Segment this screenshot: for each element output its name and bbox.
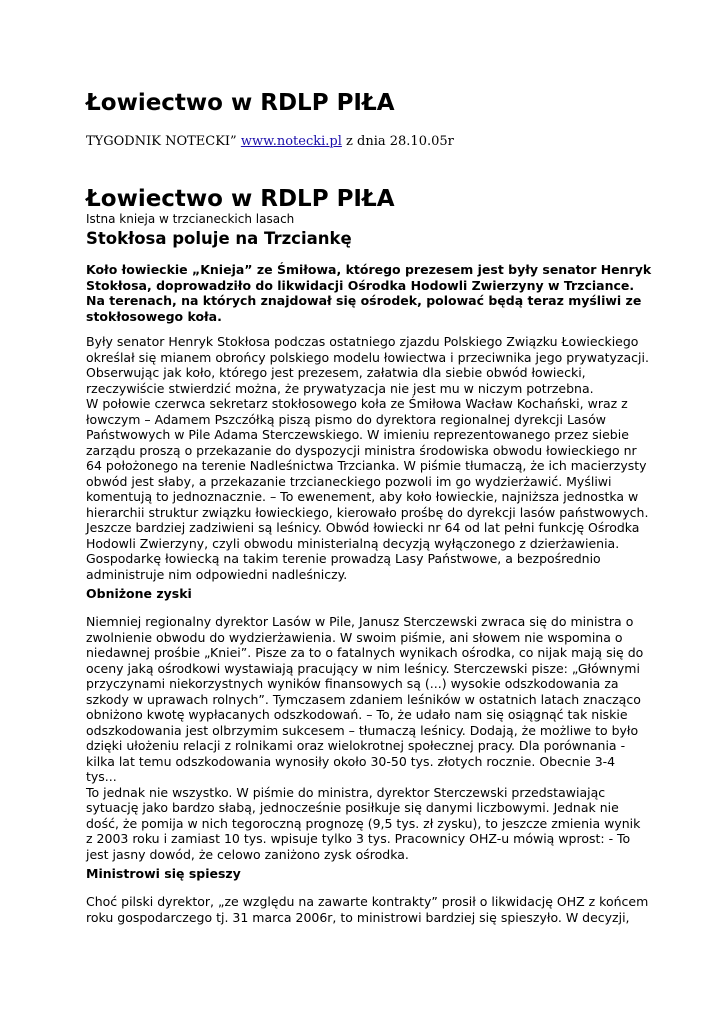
body-line: Niemniej regionalny dyrektor Lasów w Pile, Janusz Sterczewski zwraca się do ministra o: [86, 614, 634, 629]
body-line: roku gospodarczego tj. 31 marca 2006r, to ministrowi bardziej się spieszyło. W decyzji,: [86, 909, 630, 925]
document-title: Łowiectwo w RDLP PIŁA: [86, 90, 395, 116]
source-link[interactable]: www.notecki.pl: [240, 134, 342, 149]
body-line: odszkodowania jest olbrzymim sukcesem – tłumaczą leśnicy. Dodają, że możliwe to było: [86, 722, 639, 738]
body-line: Choć pilski dyrektor, „ze względu na zawarte kontrakty” prosił o likwidację OHZ z końcem: [86, 894, 649, 909]
body-line: Jeszcze bardziej zadziwieni są leśnicy. Obwód łowiecki nr 64 od lat pełni funkcję Ośrodka: [86, 520, 640, 535]
source-date: z dnia 28.10.05r: [346, 134, 454, 149]
body-line: dzięki ułożeniu relacji z rolnikami oraz wielokrotnej społecznej pracy. Dla porównania -: [86, 738, 626, 753]
lead-line: stokłosowego koła.: [86, 308, 222, 324]
body-line: z 2003 roku i zamiast 10 tys. wpisuje tylko 3 tys. Pracownicy OHZ-u mówią wprost: - To: [86, 831, 631, 846]
section-heading-obnizone-zyski: Obniżone zyski: [86, 586, 192, 601]
source-line: [86, 134, 454, 150]
body-line: szkody w uprawach rolnych”. Tymczasem zdaniem leśników w ostatnich latach znacząco: [86, 691, 641, 707]
body-line: zwolnienie obwodu do wydzierżawienia. W swoim piśmie, ani słowem nie wspomina o: [86, 629, 623, 645]
body-line: zarządu proszą o przekazanie do dyspozycji ministra środowiska obwodu łowieckiego nr: [86, 442, 637, 458]
body-line: rzeczywiście stwierdzić można, że prywatyzacja nie jest mu w niczym potrzebna.: [86, 380, 594, 396]
article-title: Łowiectwo w RDLP PIŁA: [86, 186, 395, 212]
body-line: jest jasny dowód, że celowo zaniżono zysk ośrodka.: [86, 846, 409, 862]
body-line: niedawnej prośbie „Kniei”. Pisze za to o fatalnych wynikach ośrodka, co nijak mają się do: [86, 645, 644, 660]
body-line: 64 położonego na terenie Nadleśnictwa Trzcianka. W piśmie tłumaczą, że ich macierzysty: [86, 458, 647, 473]
body-line: To jednak nie wszystko. W piśmie do ministra, dyrektor Sterczewski przedstawiając: [86, 784, 606, 800]
article-kicker: Istna knieja w trzcianeckich lasach: [86, 212, 295, 226]
article-body-block-3: [86, 894, 649, 925]
article-body-block-2: [86, 614, 646, 862]
body-line: komentują to jednoznacznie. – To ewenement, aby koło łowieckie, najniższa jednostka w: [86, 489, 639, 504]
body-line: łowczym – Adamem Pszczółką piszą pismo do dyrektora regionalnej dyrekcji Lasów: [86, 411, 606, 427]
body-line: sytuację jako bardzo słabą, jednocześnie posiłkuje się danymi liczbowymi. Jednak nie: [86, 800, 619, 815]
body-line: Gospodarkę łowiecką na takim terenie prowadzą Lasy Państwowe, a bezpośrednio: [86, 551, 601, 566]
body-line: określał się mianem obrońcy polskiego modelu łowiectwa i przeciwnika jego prywatyzacji.: [86, 349, 649, 365]
source-publication: TYGODNIK NOTECKI”: [86, 134, 237, 149]
body-line: Były senator Henryk Stokłosa podczas ostatniego zjazdu Polskiego Związku Łowieckiego: [86, 334, 639, 349]
body-line: tys...: [86, 769, 117, 784]
body-line: przyczynami niekorzystnych wyników finansowych są (...) wysokie odszkodowania za: [86, 676, 619, 691]
article-lead: [86, 262, 652, 324]
body-line: Obserwując jak koło, którego jest prezesem, załatwia dla siebie obwód łowiecki,: [86, 365, 586, 380]
body-line: oceny jaką ośrodkowi wystawiają pracujący w nim leśnicy. Sterczewski pisze: „Głównymi: [86, 660, 640, 676]
body-line: obwód jest słaby, a przekazanie trzcianeckiego pozwoli im go wydzierżawić. Myśliwi: [86, 473, 612, 489]
lead-line: Koło łowieckie „Knieja” ze Śmiłowa, którego prezesem jest były senator Henryk: [86, 262, 652, 277]
body-line: administruje nim odpowiedni nadleśniczy.: [86, 566, 348, 582]
lead-line: Na terenach, na których znajdował się ośrodek, polować będą teraz myśliwi ze: [86, 293, 642, 308]
article-body-block-1: [86, 334, 649, 582]
body-line: Państwowych w Pile Adama Sterczewskiego. W imieniu reprezentowanego przez siebie: [86, 427, 629, 442]
body-line: obniżono kwotę wypłacanych odszkodowań. – To, że udało nam się osiągnąć tak niskie: [86, 707, 628, 722]
body-line: kilka lat temu odszkodowania wynosiły około 30-50 tys. złotych rocznie. Obecnie 3-4: [86, 753, 616, 769]
body-line: W połowie czerwca sekretarz stokłosowego koła ze Śmiłowa Wacław Kochański, wraz z: [86, 396, 628, 411]
lead-line: Stokłosa, doprowadziło do likwidacji Ośrodka Hodowli Zwierzyny w Trzciance.: [86, 277, 635, 293]
section-heading-ministrowi-sie-spieszy: Ministrowi się spieszy: [86, 866, 241, 881]
article-subtitle: Stokłosa poluje na Trzciankę: [86, 229, 352, 248]
body-line: Hodowli Zwierzyny, czyli obwodu ministerialną decyzją wyłączonego z dzierżawienia.: [86, 535, 620, 551]
body-line: dość, że pomija w nich tegoroczną prognozę (9,5 tys. zł zysku), to jeszcze zmienia wynik: [86, 815, 641, 831]
body-line: hierarchii struktur związku łowieckiego, kierowało prośbę do dyrekcji lasów państwowych.: [86, 504, 649, 520]
